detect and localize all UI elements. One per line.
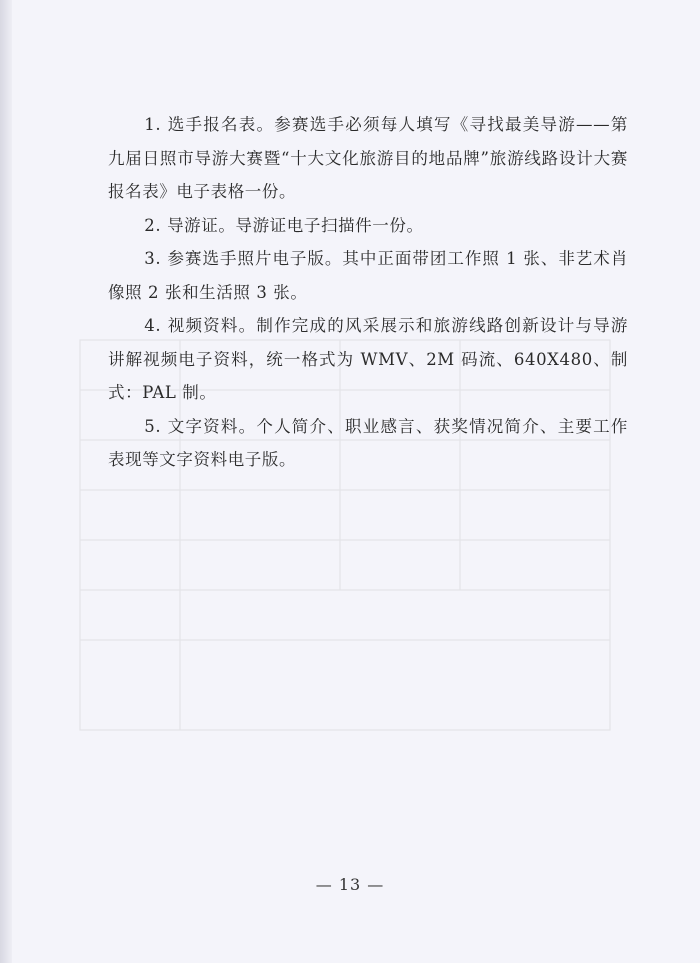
body-text <box>108 108 628 477</box>
page-number: — 13 — <box>315 875 385 894</box>
binding-edge <box>0 0 12 963</box>
paragraph-photos: 3. 参赛选手照片电子版。其中正面带团工作照 1 张、非艺术肖像照 2 张和生活照 3 张。 <box>108 249 628 302</box>
paragraph-text-materials: 5. 文字资料。个人简介、职业感言、获奖情况简介、主要工作表现等文字资料电子版。 <box>108 416 628 469</box>
paragraph-registration-form: 1. 选手报名表。参赛选手必须每人填写《寻找最美导游——第九届日照市导游大赛暨“十大文化旅游目的地品牌”旅游线路设计大赛报名表》电子表格一份。 <box>108 115 628 201</box>
paragraph-video-materials: 4. 视频资料。制作完成的风采展示和旅游线路创新设计与导游讲解视频电子资料，统一格式为 WMV、2M 码流、640X480、制式：PAL 制。 <box>108 316 628 402</box>
paragraph-guide-certificate: 2. 导游证。导游证电子扫描件一份。 <box>144 215 424 235</box>
